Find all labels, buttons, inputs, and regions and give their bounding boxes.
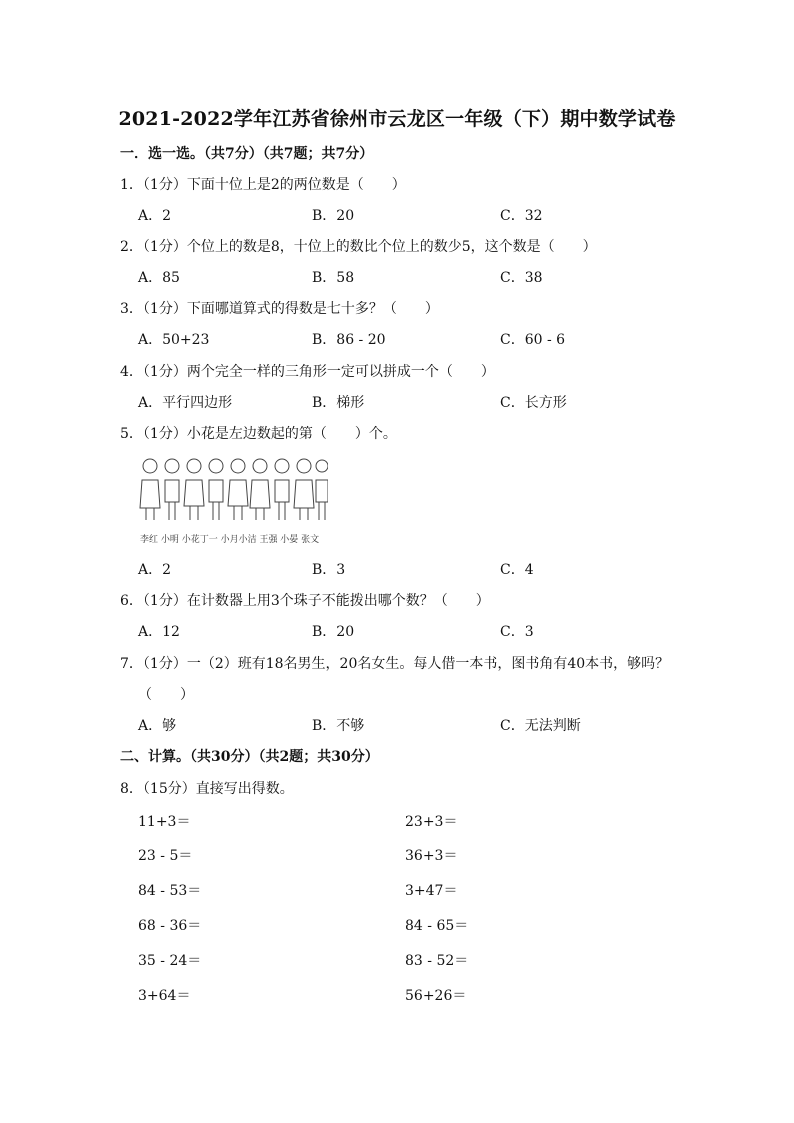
question-5-option-b: B．3 bbox=[312, 562, 346, 578]
question-7-stem: 7．（1分）一（2）班有18名男生，20名女生。每人借一本书，图书角有40本书，够吗？ bbox=[120, 656, 670, 672]
child-figure-2 bbox=[165, 459, 179, 520]
page-title: 2021-2022学年江苏省徐州市云龙区一年级（下）期中数学试卷 bbox=[118, 108, 676, 130]
question-4-option-b: B．梯形 bbox=[312, 395, 365, 411]
calc-left-1: 11+3＝ bbox=[138, 814, 191, 830]
figure-caption: 李红 小明 小花丁一 小月小洁 王强 小晏 张文 bbox=[140, 535, 320, 545]
question-3-option-a: A．50+23 bbox=[138, 332, 210, 348]
calc-right-4: 84 - 65＝ bbox=[405, 918, 469, 934]
question-5-stem: 5．（1分）小花是左边数起的第（ ）个。 bbox=[120, 426, 397, 442]
calc-right-5: 83 - 52＝ bbox=[405, 953, 469, 969]
question-1-option-b: B．20 bbox=[312, 208, 355, 224]
calc-left-3: 84 - 53＝ bbox=[138, 883, 202, 899]
question-6-option-c: C．3 bbox=[500, 624, 534, 640]
question-2-option-a: A．85 bbox=[138, 270, 180, 286]
calc-left-2: 23 - 5＝ bbox=[138, 848, 193, 864]
question-4-option-a: A．平行四边形 bbox=[138, 395, 233, 411]
calc-left-4: 68 - 36＝ bbox=[138, 918, 202, 934]
question-2-option-b: B．58 bbox=[312, 270, 355, 286]
section-heading-2: 二、计算。（共30分）（共2题；共30分） bbox=[120, 749, 379, 765]
child-figure-1 bbox=[140, 459, 160, 520]
calc-right-6: 56+26＝ bbox=[405, 988, 467, 1004]
question-5-option-c: C．4 bbox=[500, 562, 534, 578]
question-7-option-a: A．够 bbox=[138, 718, 177, 734]
question-1-option-c: C．32 bbox=[500, 208, 543, 224]
question-6-option-b: B．20 bbox=[312, 624, 355, 640]
calc-right-3: 3+47＝ bbox=[405, 883, 458, 899]
calc-right-2: 36+3＝ bbox=[405, 848, 458, 864]
child-figure-6 bbox=[250, 459, 270, 520]
question-6-option-a: A．12 bbox=[138, 624, 180, 640]
calc-left-5: 35 - 24＝ bbox=[138, 953, 202, 969]
child-figure-9 bbox=[316, 460, 328, 520]
question-6-stem: 6．（1分）在计数器上用3个珠子不能拨出哪个数？（ ） bbox=[120, 593, 490, 609]
question-7-option-b: B．不够 bbox=[312, 718, 365, 734]
child-figure-4 bbox=[209, 459, 223, 520]
question-1-stem: 1．（1分）下面十位上是2的两位数是（ ） bbox=[120, 177, 406, 193]
question-2-stem: 2．（1分）个位上的数是8，十位上的数比个位上的数少5，这个数是（ ） bbox=[120, 239, 597, 255]
child-figure-8 bbox=[294, 459, 314, 520]
child-figure-5 bbox=[228, 459, 248, 520]
question-5-option-a: A．2 bbox=[138, 562, 172, 578]
children-illustration bbox=[138, 456, 328, 548]
question-3-option-b: B．86 - 20 bbox=[312, 332, 386, 348]
calc-left-6: 3+64＝ bbox=[138, 988, 191, 1004]
question-3-stem: 3．（1分）下面哪道算式的得数是七十多？（ ） bbox=[120, 301, 439, 317]
calc-right-1: 23+3＝ bbox=[405, 814, 458, 830]
question-3-option-c: C．60 - 6 bbox=[500, 332, 566, 348]
question-4-option-c: C．长方形 bbox=[500, 395, 567, 411]
child-figure-3 bbox=[184, 459, 204, 520]
question-1-option-a: A．2 bbox=[138, 208, 172, 224]
question-7-stem-continued: （ ） bbox=[138, 687, 194, 703]
child-figure-7 bbox=[275, 459, 289, 520]
question-8-stem: 8．（15分）直接写出得数。 bbox=[120, 781, 294, 797]
children-line-figure bbox=[138, 456, 328, 548]
question-4-stem: 4．（1分）两个完全一样的三角形一定可以拼成一个（ ） bbox=[120, 364, 495, 380]
question-2-option-c: C．38 bbox=[500, 270, 543, 286]
question-7-option-c: C．无法判断 bbox=[500, 718, 581, 734]
section-heading-1: 一．选一选。（共7分）（共7题；共7分） bbox=[120, 146, 374, 162]
